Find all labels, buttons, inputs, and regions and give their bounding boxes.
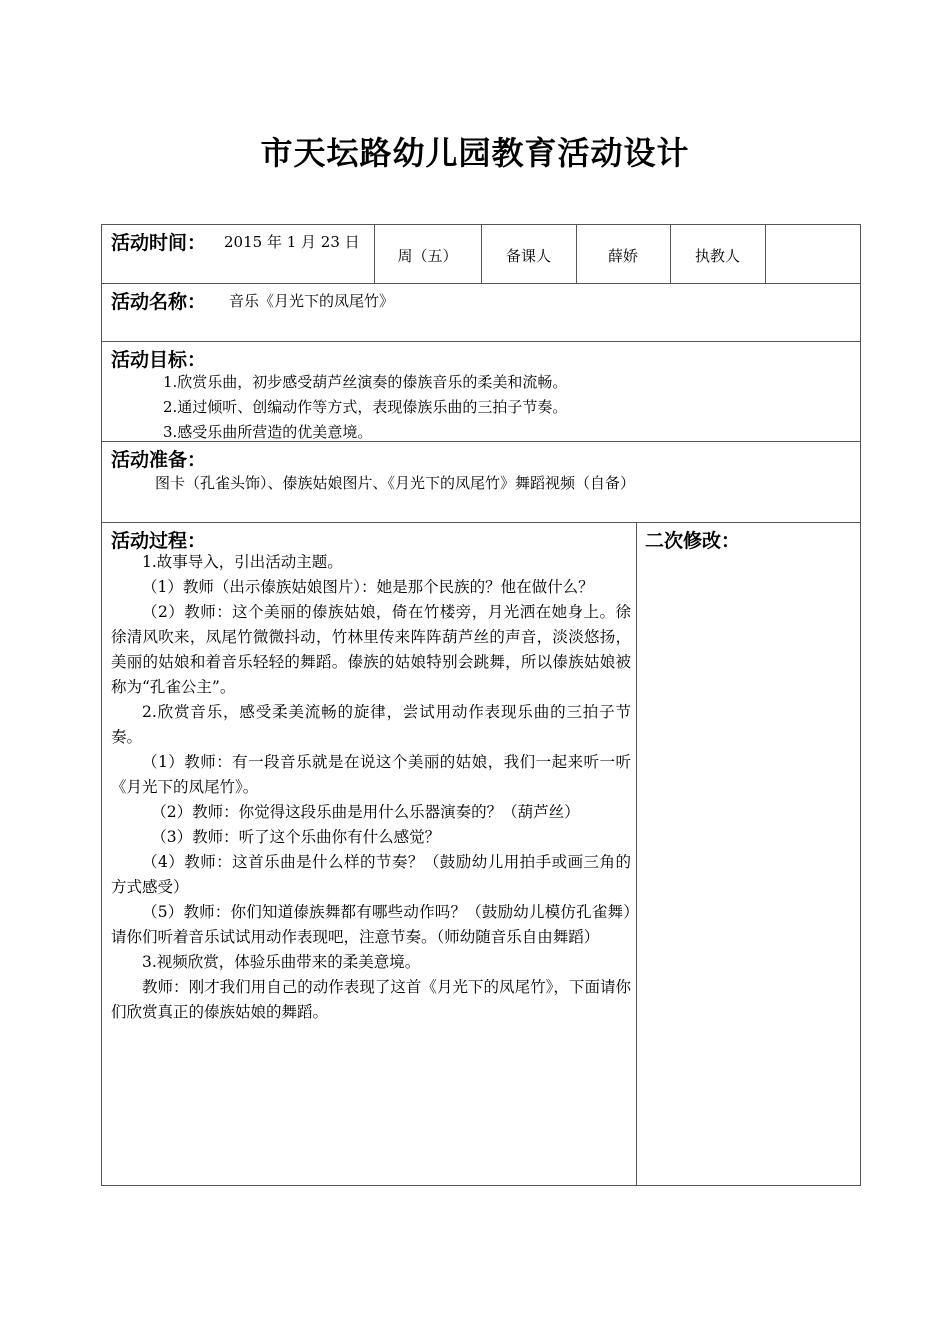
- process-paragraph: 3.视频欣赏，体验乐曲带来的柔美意境。: [142, 953, 421, 971]
- process-label: 活动过程：: [111, 530, 207, 552]
- goal-item: 1.欣赏乐曲，初步感受葫芦丝演奏的傣族音乐的柔美和流畅。: [163, 373, 568, 391]
- process-paragraph: 教师：刚才我们用自己的动作表现了这首《月光下的凤尾竹》，下面请你们欣赏真正的傣族姑娘的舞蹈。: [111, 978, 631, 1021]
- activity-name-value: 音乐《月光下的凤尾竹》: [229, 292, 395, 310]
- row-divider: [101, 341, 861, 342]
- process-paragraph: （2）教师：你觉得这段乐曲是用什么乐器演奏的？（葫芦丝）: [151, 803, 580, 821]
- process-paragraph: （5）教师：你们知道傣族舞都有哪些动作吗？（鼓励幼儿模仿孔雀舞）请你们听着音乐试试用动作表现吧，注意节奏。（师幼随音乐自由舞蹈）: [111, 903, 631, 946]
- time-label: 活动时间：: [111, 232, 207, 254]
- goals-label: 活动目标：: [111, 349, 207, 371]
- preparation-label: 活动准备：: [111, 449, 207, 471]
- time-value: 2015 年 1 月 23 日: [224, 233, 360, 251]
- col-divider: [636, 522, 637, 1186]
- process-body: [111, 550, 631, 1025]
- prep-name: 薛娇: [607, 247, 638, 265]
- process-paragraph: （1）教师（出示傣族姑娘图片）：她是那个民族的？他在做什么？: [142, 578, 594, 596]
- prep-label: 备课人: [505, 247, 551, 265]
- process-paragraph: 1.故事导入，引出活动主题。: [142, 553, 343, 571]
- goal-item: 3.感受乐曲所营造的优美意境。: [163, 423, 373, 441]
- teacher-label: 执教人: [694, 247, 740, 265]
- col-divider: [765, 224, 766, 283]
- weekday: 周（五）: [397, 247, 458, 265]
- process-paragraph: （2）教师：这个美丽的傣族姑娘，倚在竹楼旁，月光洒在她身上。徐徐清风吹来，凤尾竹微微抖动，竹林里传来阵阵葫芦丝的声音，淡淡悠扬，美丽的姑娘和着音乐轻轻的舞蹈。傣族的姑娘特别会跳舞，所以傣族姑娘被称为“孔雀公主”。: [111, 603, 631, 696]
- process-paragraph: （1）教师：有一段音乐就是在说这个美丽的姑娘，我们一起来听一听《月光下的凤尾竹》。: [111, 753, 631, 796]
- preparation-value: 图卡（孔雀头饰）、傣族姑娘图片、《月光下的凤尾竹》舞蹈视频（自备）: [155, 474, 636, 492]
- page-title: 市天坛路幼儿园教育活动设计: [260, 134, 690, 172]
- row-divider: [101, 522, 861, 523]
- goal-item: 2.通过倾听、创编动作等方式，表现傣族乐曲的三拍子节奏。: [163, 398, 568, 416]
- process-paragraph: （4）教师：这首乐曲是什么样的节奏？（鼓励幼儿用拍手或画三角的方式感受）: [111, 853, 631, 896]
- process-paragraph: （3）教师：听了这个乐曲你有什么感觉？: [151, 828, 441, 846]
- activity-name-label: 活动名称：: [111, 291, 207, 313]
- process-paragraph: 2.欣赏音乐，感受柔美流畅的旋律，尝试用动作表现乐曲的三拍子节奏。: [111, 703, 631, 746]
- row-divider: [101, 283, 861, 284]
- revision-label: 二次修改：: [645, 530, 741, 552]
